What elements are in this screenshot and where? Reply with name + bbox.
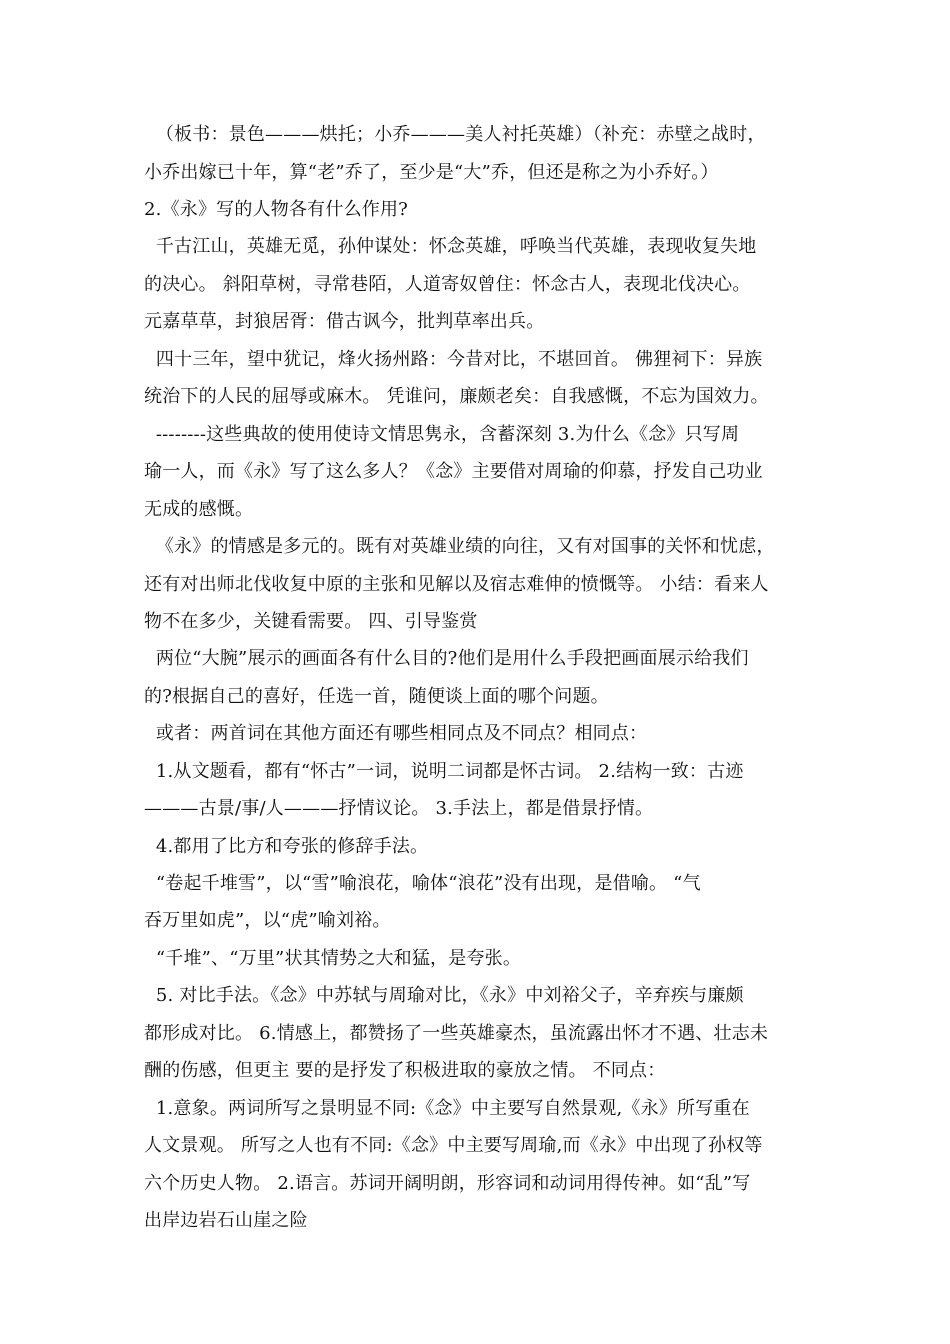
text-line: 四十三年，望中犹记，烽火扬州路：今昔对比，不堪回首。 佛狸祠下：异族 [144,349,763,370]
text-line: 4.都用了比方和夸张的修辞手法。 [144,836,429,857]
text-line: 千古江山，英雄无觅，孙仲谋处：怀念英雄，呼唤当代英雄，表现收复失地 [144,236,757,257]
text-line: 两位“大腕”展示的画面各有什么目的?他们是用什么手段把画面展示给我们 [144,648,749,669]
text-line: 元嘉草草，封狼居胥：借古讽今，批判草率出兵。 [144,311,545,332]
text-line: 酬的伤感，但更主 要的是抒发了积极进取的豪放之情。 不同点： [144,1060,666,1081]
text-line: “千堆”、“万里”状其情势之大和猛，是夸张。 [144,948,522,969]
text-line: “卷起千堆雪”，以“雪”喻浪花，喻体“浪花”没有出现，是借喻。 “气 [144,873,701,894]
text-line: 的决心。 斜阳草树，寻常巷陌，人道寄奴曾住：怀念古人，表现北伐决心。 [144,274,751,295]
text-line: 《永》的情感是多元的。既有对英雄业绩的向往，又有对国事的关怀和忧虑， [144,536,775,557]
text-line: ———古景/事/人———抒情议论。 3.手法上，都是借景抒情。 [144,798,654,819]
text-line: 瑜一人，而《永》写了这么多人？《念》主要借对周瑜的仰慕，抒发自己功业 [144,461,763,482]
text-line: 1.意象。两词所写之景明显不同:《念》中主要写自然景观,《永》所写重在 [144,1098,750,1119]
text-line: 吞万里如虎”，以“虎”喻刘裕。 [144,910,391,931]
text-line: 还有对出师北伐收复中原的主张和见解以及宿志难伸的愤慨等。 小结：看来人 [144,574,769,595]
text-line: 2.《永》写的人物各有什么作用? [144,199,409,220]
text-line: （板书：景色———烘托；小乔———美人衬托英雄）（补充：赤壁之战时， [144,124,766,145]
text-line: 的?根据自己的喜好，任选一首，随便谈上面的哪个问题。 [144,686,609,707]
text-line: 统治下的人民的屈辱或麻木。 凭谁问，廉颇老矣：自我感慨，不忘为国效力。 [144,386,769,407]
text-line: 出岸边岩石山崖之险 [144,1210,308,1231]
text-line: --------这些典故的使用使诗文情思隽永，含蓄深刻 3.为什么《念》只写周 [144,424,740,445]
text-line: 六个历史人物。 2.语言。苏词开阔明朗，形容词和动词用得传神。如“乱”写 [144,1173,751,1194]
text-line: 物不在多少，关键看需要。 四、引导鉴赏 [144,611,478,632]
text-line: 都形成对比。 6.情感上，都赞扬了一些英雄豪杰，虽流露出怀才不遇、壮志未 [144,1023,769,1044]
text-line: 1.从文题看，都有“怀古”一词，说明二词都是怀古词。 2.结构一致：古迹 [144,761,744,782]
text-line: 或者：两首词在其他方面还有哪些相同点及不同点？相同点： [144,723,648,744]
text-line: 无成的感慨。 [144,499,254,520]
text-line: 5. 对比手法。《念》中苏轼与周瑜对比，《永》中刘裕父子，辛弃疾与廉颇 [144,985,744,1006]
text-line: 人文景观。 所写之人也有不同:《念》中主要写周瑜,而《永》中出现了孙权等 [144,1135,763,1156]
text-line: 小乔出嫁已十年，算“老”乔了，至少是“大”乔，但还是称之为小乔好。） [144,162,719,183]
